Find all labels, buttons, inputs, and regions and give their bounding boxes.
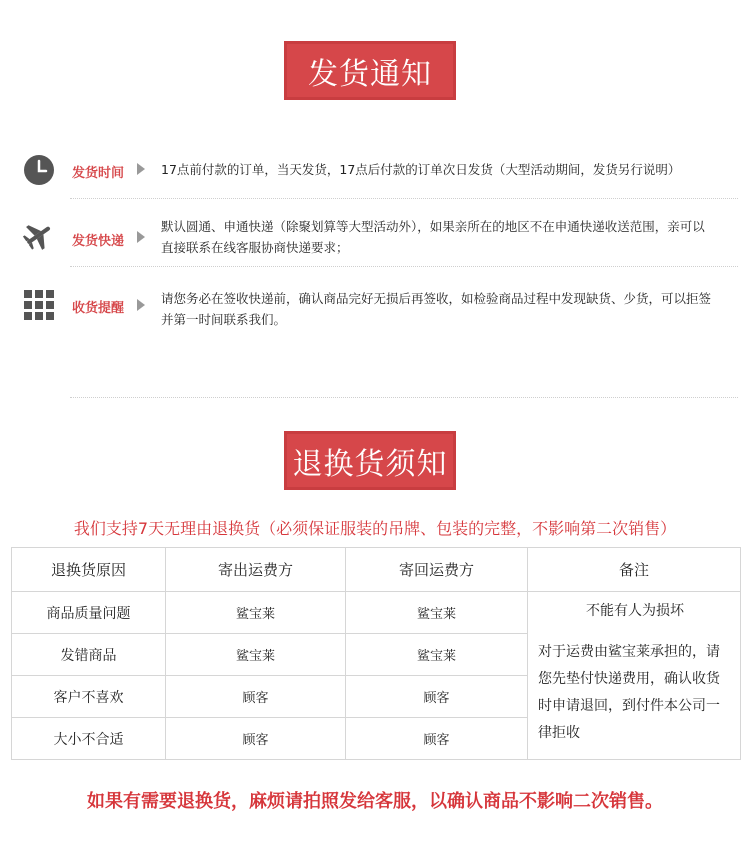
table-row <box>12 592 741 634</box>
table-header-row <box>12 548 741 592</box>
column-header: 寄出运费方 <box>166 548 346 592</box>
return-reason-cell: 商品质量问题 <box>12 592 166 634</box>
remarks-cell <box>528 592 741 760</box>
returns-table <box>11 547 741 760</box>
shipping-time-text: 17点前付款的订单，当天发货，17点后付款的订单次日发货（大型活动期间，发货另行说明） <box>161 162 681 177</box>
return-reason-cell: 客户不喜欢 <box>12 676 166 718</box>
return-reason-cell: 大小不合适 <box>12 718 166 760</box>
remark-shipping-policy: 对于运费由鲨宝莱承担的，请您先垫付快递费用，确认收货时申请退回，到付件本公司一律拒收 <box>538 644 720 741</box>
return-payer-cell: 顾客 <box>346 718 528 760</box>
clock-icon <box>22 153 56 187</box>
remark-no-damage: 不能有人为损坏 <box>586 603 684 619</box>
column-header: 退换货原因 <box>12 548 166 592</box>
divider <box>70 198 738 199</box>
shipping-time-label: 发货时间 <box>72 166 125 181</box>
returns-policy-notice: 我们支持7天无理由退换货（必须保证服装的吊牌、包装的完整，不影响第二次销售） <box>73 519 677 538</box>
return-payer-cell: 鲨宝莱 <box>346 634 528 676</box>
shipping-banner-title: 发货通知 <box>308 56 432 92</box>
airplane-icon <box>22 218 56 252</box>
outbound-payer-cell: 顾客 <box>166 718 346 760</box>
return-payer-cell: 鲨宝莱 <box>346 592 528 634</box>
chevron-right-icon <box>137 163 145 175</box>
returns-notice-banner <box>284 431 456 490</box>
grid-icon <box>22 288 56 322</box>
column-header: 寄回运费方 <box>346 548 528 592</box>
chevron-right-icon <box>137 231 145 243</box>
outbound-payer-cell: 鲨宝莱 <box>166 592 346 634</box>
returns-footer-note: 如果有需要退换货，麻烦请拍照发给客服，以确认商品不影响二次销售。 <box>87 791 663 812</box>
shipping-courier-label: 发货快递 <box>72 234 125 249</box>
outbound-payer-cell: 顾客 <box>166 676 346 718</box>
return-reason-cell: 发错商品 <box>12 634 166 676</box>
column-header: 备注 <box>528 548 741 592</box>
shipping-notice-banner <box>284 41 456 100</box>
chevron-right-icon <box>137 299 145 311</box>
outbound-payer-cell: 鲨宝莱 <box>166 634 346 676</box>
delivery-reminder-label: 收货提醒 <box>72 301 125 316</box>
return-payer-cell: 顾客 <box>346 676 528 718</box>
divider <box>70 266 738 267</box>
returns-banner-title: 退换货须知 <box>292 446 448 482</box>
shipping-courier-text: 默认圆通、申通快递（除聚划算等大型活动外），如果亲所在的地区不在申通快递收送范围，亲可以直接联系在线客服协商快递要求； <box>161 219 705 255</box>
delivery-reminder-text: 请您务必在签收快递前，确认商品完好无损后再签收，如检验商品过程中发现缺货、少货，可以拒签并第一时间联系我们。 <box>161 291 712 327</box>
divider <box>70 397 738 398</box>
